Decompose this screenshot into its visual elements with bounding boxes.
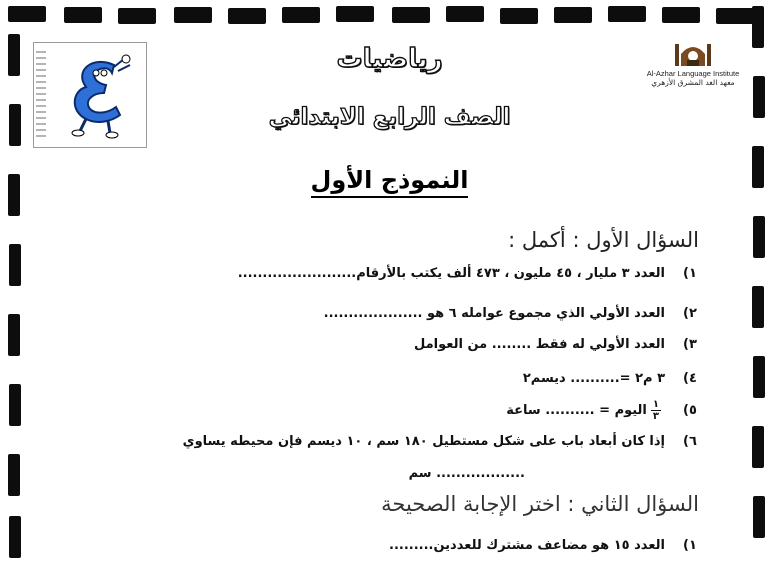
question1-item [238, 266, 701, 281]
border-dash [174, 7, 212, 23]
border-dash [500, 8, 538, 24]
border-dash [662, 7, 700, 23]
border-dash [64, 7, 102, 23]
institute-name-ar: معهد الغد المشرق الأزهري [651, 78, 735, 87]
fraction-numerator: ١ [652, 399, 659, 410]
item-text: العدد الأولي الذي مجموع عوامله ٦ هو .................... [323, 306, 665, 321]
item-text: العدد ١٥ هو مضاعف مشترك للعددين......... [389, 538, 665, 553]
question1-item [414, 337, 701, 352]
border-dash [392, 7, 430, 23]
question2-heading: السؤال الثاني : اختر الإجابة الصحيحة [381, 492, 699, 516]
question1-item [183, 434, 701, 449]
question1-item [523, 371, 701, 386]
border-dash [752, 6, 764, 48]
border-dash [8, 6, 46, 22]
item-text: العدد الأولي له فقط ........ من العوامل [413, 337, 665, 352]
border-dash [9, 384, 21, 426]
border-dash [753, 216, 765, 258]
item-number: ٣) [683, 337, 697, 352]
item-number: ٥) [683, 403, 697, 418]
item-continuation: .................. سم [408, 466, 525, 481]
border-dash [752, 426, 764, 468]
border-dash [716, 8, 754, 24]
border-dash [608, 6, 646, 22]
item-number: ١) [683, 538, 697, 553]
fraction [651, 399, 661, 422]
border-dash [752, 286, 764, 328]
item-number: ٦) [683, 434, 697, 449]
border-dash [753, 356, 765, 398]
border-dash [8, 314, 20, 356]
border-dash [446, 6, 484, 22]
grade-title: الصف الرابع الابتدائي [268, 104, 511, 130]
question1-item [324, 306, 701, 321]
model-title [0, 166, 779, 194]
question2-item [389, 538, 701, 553]
border-dash [753, 496, 765, 538]
subject-title: رياضيات [336, 44, 443, 74]
institute-name-en: Al-Azhar Language Institute [646, 69, 740, 78]
question1-item [506, 399, 701, 422]
fraction-denominator: ٣ [652, 411, 659, 422]
item-number: ٢) [683, 306, 697, 321]
item-text: العدد ٣ مليار ، ٤٥ مليون ، ٤٧٣ ألف يكتب بالأرقام........................ [237, 266, 665, 281]
model-title-text: النموذج الأول [311, 166, 469, 198]
item-number: ١) [683, 266, 697, 281]
border-dash [9, 516, 21, 558]
border-dash [9, 244, 21, 286]
border-dash [118, 8, 156, 24]
item-text: إذا كان أبعاد باب على شكل مستطيل ١٨٠ سم ، ١٠ ديسم فإن محيطه يساوي [182, 434, 665, 449]
border-dash [336, 6, 374, 22]
border-dash [8, 454, 20, 496]
item-text: ٣ م٢ =.......... ديسم٢ [522, 371, 665, 386]
border-dash [554, 7, 592, 23]
item-number: ٤) [683, 371, 697, 386]
border-dash [282, 7, 320, 23]
item-text: اليوم = .......... ساعة [506, 403, 647, 418]
question1-heading: السؤال الأول : أكمل : [508, 228, 699, 252]
border-dash [228, 8, 266, 24]
